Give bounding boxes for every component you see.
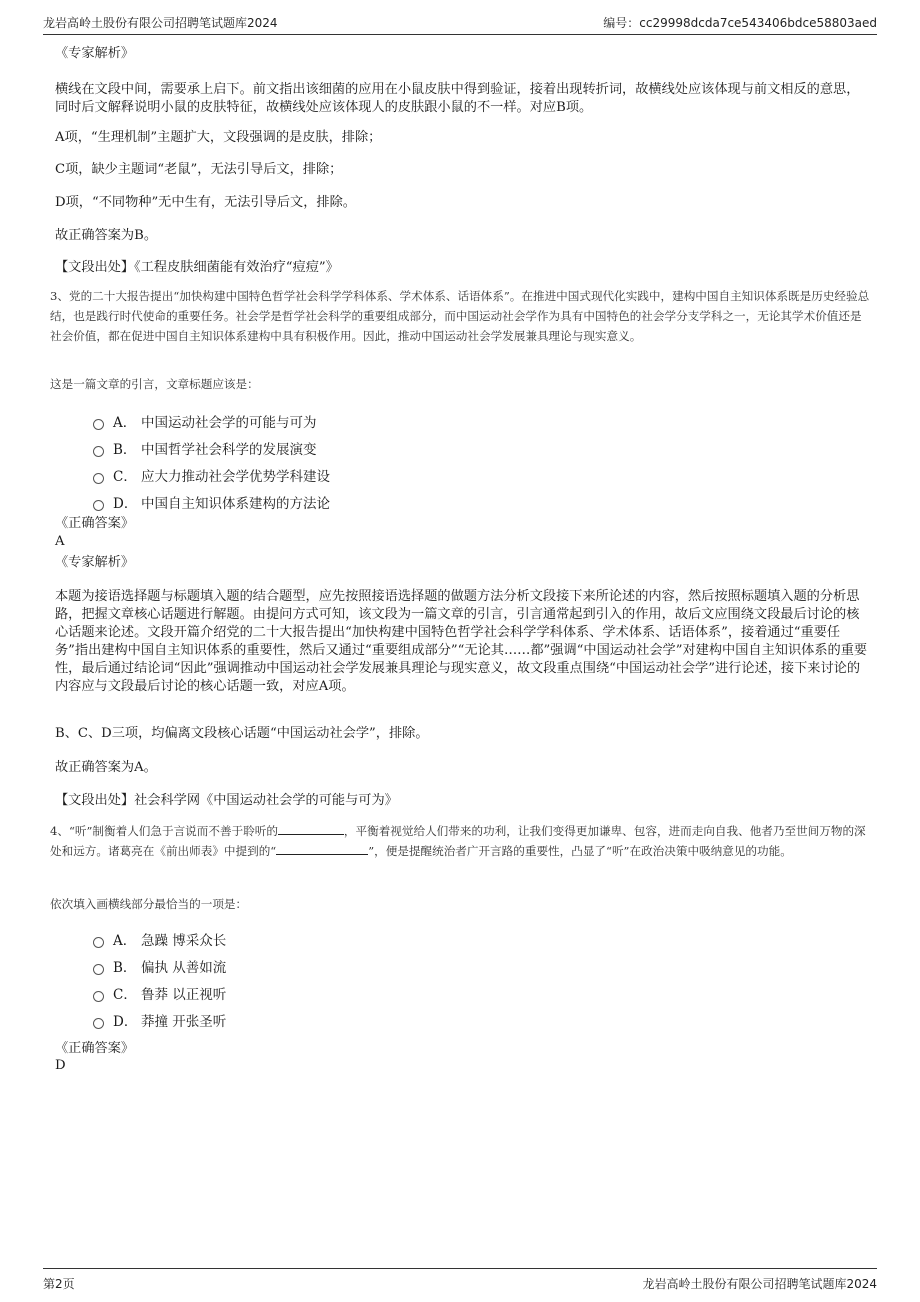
radio-icon[interactable]: [93, 473, 104, 484]
option-text: 中国运动社会学的可能与可为: [141, 415, 317, 431]
q4-option-b[interactable]: [93, 956, 226, 976]
blank-2: [276, 842, 368, 855]
option-text: 偏执 从善如流: [141, 960, 227, 976]
page-header: [43, 12, 877, 35]
option-text: 应大力推动社会学优势学科建设: [141, 469, 330, 485]
header-title: 龙岩高岭土股份有限公司招聘笔试题库2024: [43, 15, 278, 30]
footer-title: 龙岩高岭土股份有限公司招聘笔试题库2024: [642, 1276, 877, 1291]
option-letter: A．: [113, 933, 137, 949]
option-letter: D．: [113, 1014, 138, 1030]
option-letter: A．: [113, 415, 137, 431]
q2-analysis-title: 《专家解析》: [55, 46, 135, 61]
header-doc-id: 编号：cc29998dcda7ce543406bdce58803aed: [603, 15, 877, 30]
q3-stem: 3、党的二十大报告提出“加快构建中国特色哲学社会科学学科体系、学术体系、话语体系”。在推进中国式现代化实践中，建构中国自主知识体系既是历史经验总结，也是践行时代使命的重要任务。社会学是哲学社会科学的重要组成部分，而中国运动社会学作为具有中国特色的社会学分支学科之一，无论其学术价值还是社会价值，都在促进中国自主知识体系建构中具有积极作用。因此，推动中国运动社会学发展兼具理论与现实意义。: [50, 289, 870, 343]
q2-answer-line: 故正确答案为B。: [55, 228, 158, 243]
q4-option-c[interactable]: [93, 983, 226, 1003]
page-footer: [43, 1268, 877, 1294]
q3-option-d[interactable]: [93, 492, 330, 512]
option-letter: B．: [113, 960, 137, 976]
q2-analysis-paragraph: 横线在文段中间，需要承上启下。前文指出该细菌的应用在小鼠皮肤中得到验证，接着出现转折词，故横线处应该体现与前文相反的意思，同时后文解释说明小鼠的皮肤特征，故横线处应该体现人的皮肤跟小鼠的不一样。对应B项。: [55, 82, 860, 115]
q4-correct-answer: D: [55, 1058, 66, 1073]
q4-option-a[interactable]: [93, 929, 226, 949]
option-text: 莽撞 开张圣听: [141, 1014, 227, 1030]
page-number: 第2页: [43, 1276, 75, 1291]
radio-icon[interactable]: [93, 991, 104, 1002]
q3-analysis-title: 《专家解析》: [55, 555, 135, 570]
q3-analysis-paragraph: 本题为接语选择题与标题填入题的结合题型，应先按照接语选择题的做题方法分析文段接下来所论述的内容，然后按照标题填入题的分析思路，把握文章核心话题进行解题。由提问方式可知，该文段为一篇文章的引言，引言通常起到引入的作用，故后文应围绕文段最后讨论的核心话题来论述。文段开篇介绍党的二十大报告提出“加快构建中国特色哲学社会科学学科体系、学术体系、话语体系”，接着通过“重要任务”指出建构中国自主知识体系的重要性，然后又通过“重要组成部分”“无论其……都”强调“中国运动社会学”对建构中国自主知识体系的重要性，最后通过结论词“因此”强调推动中国运动社会学发展兼具理论与现实意义，故文段重点围绕“中国运动社会学”进行论述，接下来讨论的内容应与文段最后讨论的核心话题一致，对应A项。: [55, 589, 868, 694]
q4-stem-part2: ，平衡着视觉给人们带来的功利，让我们变得更加谦卑、包容，进而走向自我、他者乃至世间万物的深处和远方。诸葛亮在《前出师表》中提到的“: [50, 824, 866, 858]
q4-stem-part3: ”，便是提醒统治者广开言路的重要性，凸显了“听”在政治决策中吸纳意见的功能。: [368, 844, 792, 858]
q2-analysis-option-a: A项，“生理机制”主题扩大，文段强调的是皮肤，排除；: [55, 130, 382, 145]
option-letter: D．: [113, 496, 138, 512]
radio-icon[interactable]: [93, 419, 104, 430]
q2-analysis-option-c: C项，缺少主题词“老鼠”，无法引导后文，排除；: [55, 162, 343, 177]
q3-source: 【文段出处】社会科学网《中国运动社会学的可能与可为》: [55, 793, 398, 808]
q4-option-d[interactable]: [93, 1010, 226, 1030]
blank-1: [278, 822, 344, 835]
q2-source: 【文段出处】《工程皮肤细菌能有效治疗“痘痘”》: [55, 260, 339, 275]
option-text: 中国哲学社会科学的发展演变: [141, 442, 317, 458]
option-letter: C．: [113, 469, 137, 485]
radio-icon[interactable]: [93, 1018, 104, 1029]
q4-stem: [50, 821, 872, 861]
q4-stem-part1: 4、“听”制衡着人们急于言说而不善于聆听的: [50, 824, 278, 838]
q3-answer-line: 故正确答案为A。: [55, 760, 157, 775]
radio-icon[interactable]: [93, 964, 104, 975]
option-letter: C．: [113, 987, 137, 1003]
radio-icon[interactable]: [93, 937, 104, 948]
q3-prompt: 这是一篇文章的引言，文章标题应该是：: [50, 377, 259, 391]
q3-option-b[interactable]: [93, 438, 317, 458]
option-letter: B．: [113, 442, 137, 458]
option-text: 中国自主知识体系建构的方法论: [141, 496, 330, 512]
option-text: 急躁 博采众长: [141, 933, 227, 949]
radio-icon[interactable]: [93, 500, 104, 511]
q4-correct-title: 《正确答案》: [55, 1041, 135, 1056]
q3-option-c[interactable]: [93, 465, 330, 485]
q3-analysis-bcd: B、C、D三项，均偏离文段核心话题“中国运动社会学”，排除。: [55, 726, 429, 741]
q3-correct-title: 《正确答案》: [55, 516, 135, 531]
radio-icon[interactable]: [93, 446, 104, 457]
q2-analysis-option-d: D项，“不同物种”无中生有，无法引导后文，排除。: [55, 195, 356, 210]
option-text: 鲁莽 以正视听: [141, 987, 227, 1003]
q3-correct-answer: A: [55, 534, 65, 549]
q3-option-a[interactable]: [93, 411, 317, 431]
q4-prompt: 依次填入画横线部分最恰当的一项是：: [50, 897, 248, 911]
